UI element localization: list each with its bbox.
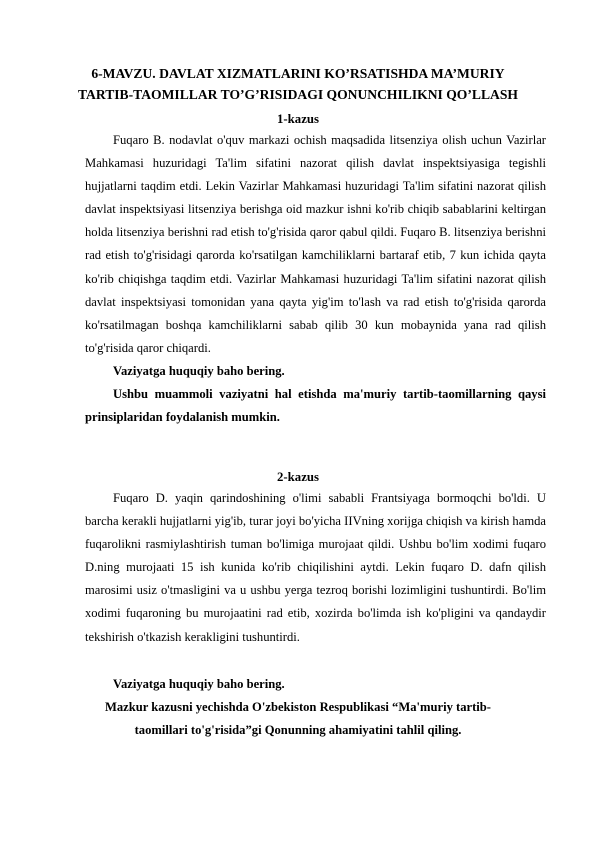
case1-heading: 1-kazus — [277, 112, 319, 126]
case2-task1: Vaziyatga huquqiy baho bering. — [113, 677, 285, 691]
document-title-line2: TARTIB-TAOMILLAR TO’G’RISIDAGI QONUNCHILIKNI QO’LLASH — [77, 87, 518, 102]
case1-body: Fuqaro B. nodavlat o'quv markazi ochish maqsadida litsenziya olish uchun Vazirlar Mahkamasi huzuridagi Ta'lim sifatini nazorat qilish davlat inspektsiyasiga tegishli hujjatlarni taqdim etdi. Lekin Vazirlar Mahkamasi huzuridagi Ta'lim sifatini nazorat qilish davlat inspektsiyasi litsenziya berishga oid mazkur ishni ko'rib chiqib sabablarini keltirgan holda litsenziya berishni rad etish to'g'risida qaror qabul qildi. Fuqaro B. litsenziya berishni rad etish to'g'risidagi qarorda ko'rsatilgan kamchiliklarni bartaraf etib, 7 kun ichida qayta ko'rib chiqishga taqdim etdi. Vazirlar Mahkamasi huzuridagi Ta'lim sifatini nazorat qilish davlat inspektsiyasi tomonidan yana qayta yig'im to'lash va rad etish to'g'risida qarorda ko'rsatilmagan boshqa kamchiliklarni sabab qilib 30 kun mobaynida yana rad qilish to'g'risida qaror chiqardi. — [85, 133, 546, 355]
case2-task2: Mazkur kazusni yechishda O'zbekiston Respublikasi “Ma'muriy tartib-taomillari to'g'risida”gi Qonunning ahamiyatini tahlil qiling. — [104, 700, 492, 738]
case2-body: Fuqaro D. yaqin qarindoshining o'limi sababli Frantsiyaga bormoqchi bo'ldi. U barcha kerakli hujjatlarni yig'ib, turar joyi bo'yicha IIVning xorijga chiqish va kirish hamda fuqarolikni rasmiylashtirish tuman bo'limiga murojaat qildi. Ushbu bo'lim xodimi fuqaro D.ning murojaati 15 ish kunida ko'rib chiqilishini aytdi. Lekin fuqaro D. dafn qilish marosimi usiz o'tmasligini va u ushbu yerga tezroq borishi lozimligini tushuntirdi. Bo'lim xodimi fuqaroning bu murojaatini rad etib, xozirda bo'limda ish ko'pligini va qandaydir tekshirish o'tkazish kerakligini tushuntirdi. — [85, 491, 546, 644]
case1-task1: Vaziyatga huquqiy baho bering. — [113, 364, 285, 378]
case2-heading: 2-kazus — [277, 470, 319, 484]
document-title-line1: 6-MAVZU. DAVLAT XIZMATLARINI KO’RSATISHDA MA’MURIY — [91, 66, 505, 81]
case1-task2: Ushbu muammoli vaziyatni hal etishda ma'muriy tartib-taomillarning qaysi prinsiplaridan foydalanish mumkin. — [85, 387, 546, 425]
